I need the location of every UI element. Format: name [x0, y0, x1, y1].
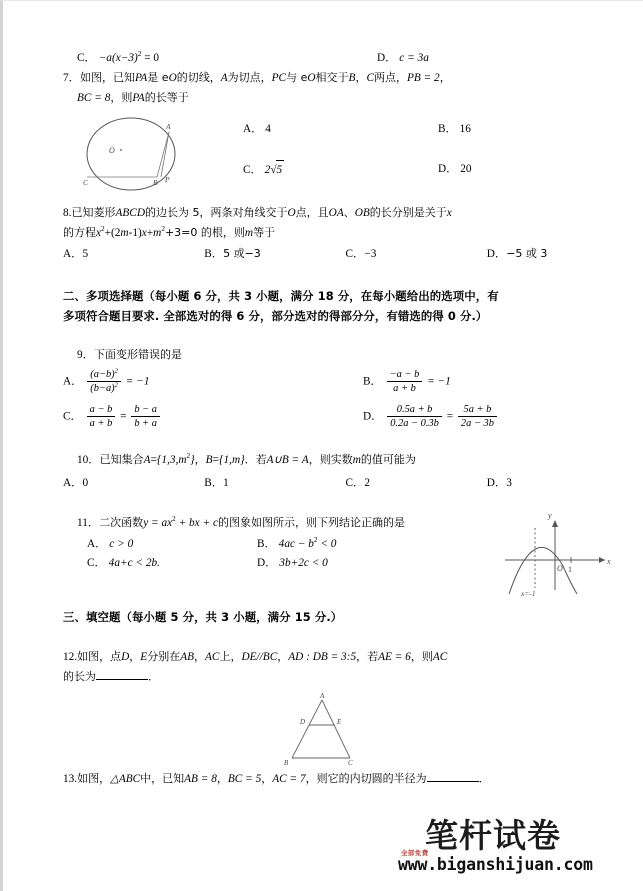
- svg-text:A: A: [166, 121, 171, 131]
- q6-option-c-exponent: 2: [137, 50, 142, 59]
- q12-de-parallel-bc: DE//BC: [241, 650, 278, 663]
- q9-options-row-2: [63, 403, 628, 431]
- q12-text-5: 上，: [219, 649, 242, 663]
- q7-option-a-value: 4: [265, 122, 271, 135]
- q7-stem-line2: [63, 89, 628, 107]
- q10-set-b-close: }: [240, 453, 245, 466]
- svg-text:O: O: [557, 564, 563, 574]
- q8-text-5: 的长分别是关于: [369, 205, 447, 219]
- q13-text-1: 如图，: [77, 772, 111, 786]
- q8-eq-tail: +3=0 的根，则: [164, 225, 245, 239]
- q6-option-c-label: C．: [77, 52, 96, 64]
- q10-option-c-value: 2: [364, 476, 370, 489]
- q13-period: ．: [478, 772, 490, 786]
- q11-option-a-label: A．: [87, 537, 107, 550]
- q9-c-numerator-1: a − b: [87, 403, 116, 418]
- q7-point-c: C: [366, 72, 374, 84]
- watermark-url: www.biganshijuan.com: [398, 854, 593, 874]
- svg-text:P: P: [165, 174, 170, 184]
- q8-option-c-label: C．: [345, 248, 365, 261]
- q7-option-c-coefficient: 2: [264, 163, 271, 176]
- q8-line2-text-1: 的方程: [63, 225, 96, 239]
- q9-b-numerator: −a − b: [387, 368, 423, 383]
- q13-text-4: ，: [261, 772, 273, 786]
- q11-text-1: 二次函数: [99, 516, 144, 530]
- q8-rhombus-abcd: ABCD: [115, 206, 145, 219]
- q9-option-b-fraction: [387, 368, 423, 396]
- section-2-heading-line-2: 多项符合题目要求. 全部选对的得 6 分，部分选对的得部分分，有错选的得 0 分.）: [63, 308, 488, 323]
- q8-text-4: 、: [343, 205, 355, 219]
- q11-option-b-value-post: < 0: [317, 537, 337, 550]
- svg-text:D: D: [300, 718, 306, 727]
- q6-option-d: [377, 49, 627, 65]
- q10-option-a-value: 0: [82, 476, 89, 489]
- q9-stem-text: 下面变形错误的是: [93, 348, 182, 362]
- q11-option-c[interactable]: [87, 554, 257, 573]
- section-2-heading-line-1: 二、多项选择题（每小题 6 分，共 3 小题，满分 18 分，在每小题给出的选项中，有: [63, 288, 499, 303]
- q10-set-a-open: {1,3,: [156, 453, 179, 466]
- q7-figure-and-options: [63, 110, 628, 204]
- q7-bc-value: BC = 8: [77, 92, 111, 105]
- q9-a-denominator: (b−a): [90, 383, 115, 395]
- q12-line2-text: 的长为: [63, 669, 96, 683]
- q10-option-b[interactable]: [204, 473, 345, 494]
- q7-circle-o-2: O: [307, 72, 316, 84]
- q13-text-3: ，: [216, 772, 228, 786]
- q7-text-3: 的切线，: [176, 71, 221, 84]
- q8-text-3: 点，且: [295, 205, 329, 219]
- q10-stem: [63, 451, 628, 469]
- q7-circle-o-1: O: [168, 72, 177, 84]
- q9-option-c-equals: =: [120, 410, 127, 423]
- q7-option-c-radicand: 5: [276, 160, 285, 180]
- q11-option-b-exponent: 2: [313, 535, 318, 544]
- q8-point-o: O: [287, 206, 296, 219]
- q8-eq-m-2: m: [153, 226, 162, 239]
- q7-options-row-1: [243, 120, 628, 139]
- q11-option-a-value: c > 0: [109, 537, 134, 550]
- q8-option-d-label: D．: [486, 248, 507, 261]
- q13-answer-blank[interactable]: [427, 770, 479, 782]
- q8-eq-x-1: x: [96, 226, 102, 239]
- svg-text:x=-1: x=-1: [521, 589, 536, 599]
- q7-option-a[interactable]: [243, 120, 438, 139]
- q12-text-8: ，则: [410, 649, 433, 663]
- q11-text-2: 的图象如图所示，则下列结论正确的是: [217, 516, 405, 530]
- q7-text-9: ，: [439, 71, 451, 84]
- q7-line2-tail: 的长等于: [144, 91, 189, 105]
- section-3-heading: 三、填空题（每小题 5 分，共 3 小题，满分 15 分.）: [63, 610, 343, 625]
- q10-set-a-close: }: [190, 453, 195, 466]
- watermark-free-tag: 全部免费: [401, 849, 429, 857]
- q9-option-b[interactable]: [363, 368, 613, 396]
- q6-option-c-paren: (x−3): [111, 52, 138, 64]
- q6-options-row: [63, 49, 628, 65]
- watermark-brand: 笔杆试卷: [425, 816, 561, 855]
- q7-number: 7．: [63, 72, 80, 84]
- q12-line2-period: ．: [148, 669, 159, 683]
- q7-pb-value: PB = 2: [406, 72, 440, 84]
- q7-option-b-value: 16: [459, 122, 471, 135]
- circle-tangent-figure: [81, 116, 203, 196]
- q7-stem-line1: [63, 69, 628, 87]
- q13-number: 13.: [63, 773, 78, 786]
- q12-stem-line2: [63, 668, 628, 686]
- q8-option-a[interactable]: [63, 244, 204, 265]
- q12-ratio: AD : DB = 3:5: [288, 650, 357, 663]
- triangle-similar-figure: [278, 692, 388, 770]
- q9-option-a[interactable]: [63, 368, 363, 396]
- q8-eq-x-2: x: [141, 226, 147, 239]
- q11-option-a[interactable]: [87, 535, 257, 554]
- q9-option-d-equals: =: [446, 410, 454, 423]
- q7-option-c-label: C．: [243, 163, 262, 176]
- q6-option-d-label: D．: [377, 52, 397, 64]
- q10-number: 10．: [77, 453, 100, 466]
- q9-option-a-rhs: = −1: [125, 375, 150, 388]
- q9-option-c-fraction-left: [87, 403, 116, 431]
- q10-option-d[interactable]: [487, 473, 628, 494]
- q11-block: [63, 511, 628, 599]
- q9-option-d-fraction-left: [387, 403, 442, 431]
- q12-number: 12.: [63, 650, 78, 663]
- q11-option-d[interactable]: [257, 554, 328, 573]
- q13-ac: AC = 7: [272, 773, 306, 786]
- q7-options-row-2: [243, 160, 628, 180]
- q8-text-1: 已知菱形: [71, 205, 116, 219]
- q7-pc: PC: [271, 72, 287, 84]
- q7-option-b[interactable]: [438, 120, 628, 139]
- q9-d-denominator-2: 2a − 3b: [460, 418, 494, 430]
- q12-figure-wrap: [63, 688, 628, 770]
- svg-text:x: x: [607, 557, 611, 567]
- q9-option-c[interactable]: [63, 403, 363, 431]
- q12-text-7: ，若: [356, 649, 379, 663]
- q12-answer-blank[interactable]: [96, 668, 148, 680]
- q9-option-b-rhs: = −1: [427, 375, 451, 388]
- q7-text-2: 是 e: [147, 71, 169, 84]
- q8-stem-line2: [63, 224, 628, 242]
- q10-set-b-name: B: [205, 453, 213, 466]
- q12-stem-line1: [63, 648, 628, 666]
- q6-option-c-tail: = 0: [144, 52, 160, 64]
- q8-ob: OB: [354, 206, 370, 219]
- q10-set-a-name: A: [143, 453, 151, 466]
- q8-option-d[interactable]: [487, 244, 628, 265]
- q8-option-d-value: −5 或 3: [506, 247, 548, 261]
- q12-ac-2: AC: [432, 650, 448, 663]
- q10-text-4: 的值可能为: [360, 452, 416, 466]
- q9-a-denominator-exponent: 2: [114, 381, 118, 389]
- q10-set-b-equals: =: [212, 453, 219, 466]
- q10-option-a[interactable]: [63, 473, 204, 494]
- q7-line2-pa: PA: [132, 92, 145, 105]
- q6-option-c: [63, 49, 377, 65]
- q7-text-8: 两点，: [373, 71, 407, 84]
- q9-option-a-fraction: [87, 368, 121, 396]
- q8-option-b-label: B．: [204, 248, 224, 261]
- q10-option-b-value: 1: [223, 476, 229, 489]
- q10-comma-1: ，: [194, 452, 206, 466]
- q12-text-4: ，: [194, 649, 206, 663]
- q10-option-c-label: C．: [345, 476, 365, 489]
- q12-text-3: 分别在: [147, 649, 181, 663]
- q8-eq-m-1: m: [120, 226, 129, 239]
- q9-stem: [63, 346, 628, 364]
- q8-eq-exponent-1: 2: [101, 225, 105, 234]
- q8-stem-line1: [63, 204, 628, 222]
- q10-set-b-open: {1,: [218, 453, 232, 466]
- q8-option-b-value: 5 或−3: [223, 247, 261, 261]
- q10-text-2: ．若: [244, 452, 267, 466]
- q8-option-b[interactable]: [204, 244, 345, 265]
- q9-c-denominator-1: a + b: [89, 418, 113, 430]
- svg-text:C: C: [348, 759, 353, 768]
- q7-text-7: ，: [355, 71, 367, 84]
- svg-text:B: B: [153, 177, 158, 187]
- svg-text:y: y: [548, 511, 552, 521]
- q8-option-a-label: A．: [63, 248, 83, 261]
- q10-text-3: ，则实数: [308, 452, 353, 466]
- q10-option-b-label: B．: [204, 476, 224, 489]
- q10-option-c[interactable]: [346, 473, 487, 494]
- svg-text:E: E: [337, 718, 342, 727]
- q8-line2-tail: 等于: [253, 225, 276, 239]
- q9-option-d[interactable]: [363, 403, 613, 431]
- q10-option-d-label: D．: [486, 476, 507, 489]
- q7-option-d-value: 20: [460, 162, 472, 175]
- q9-c-numerator-2: b − a: [131, 403, 160, 418]
- q11-option-c-value: 4a+c < 2b.: [108, 556, 160, 569]
- q8-x-var: x: [446, 206, 452, 219]
- svg-text:A: A: [320, 692, 325, 701]
- q8-number: 8.: [63, 206, 72, 219]
- q9-options-row-1: [63, 368, 628, 396]
- q8-option-c[interactable]: [346, 244, 487, 265]
- q10-m-var: m: [352, 453, 361, 466]
- q11-option-b-label: B．: [257, 537, 276, 550]
- q8-text-2: 的边长为 5，两条对角线交于: [144, 205, 288, 219]
- q7-option-d[interactable]: [438, 160, 628, 180]
- q7-point-b: B: [348, 72, 356, 84]
- q9-option-d-fraction-right: [458, 403, 497, 431]
- q11-number: 11．: [77, 517, 100, 530]
- q7-line2-text: ，则: [110, 91, 133, 105]
- svg-text:C: C: [83, 177, 89, 187]
- q10-option-d-value: 3: [506, 476, 512, 489]
- q12-point-d: D: [121, 650, 130, 663]
- q7-option-b-label: B．: [437, 122, 457, 135]
- q8-eq-mid-1: +(2: [104, 226, 121, 239]
- page-content: [63, 49, 628, 791]
- q9-d-numerator-1: 0.5a + b: [387, 403, 442, 418]
- q13-text-2: 中，已知: [140, 772, 185, 786]
- q12-text-1: 如图，点: [77, 649, 122, 663]
- q9-c-denominator-2: b + a: [134, 418, 157, 430]
- q10-set-a-exponent: 2: [186, 451, 191, 460]
- parabola-figure: [495, 510, 630, 598]
- q9-a-numerator: (a−b): [90, 368, 115, 380]
- q7-option-a-label: A．: [243, 122, 263, 135]
- q7-pa: PA: [134, 72, 148, 84]
- q11-option-b[interactable]: [257, 535, 336, 554]
- q13-stem: [63, 770, 628, 788]
- q6-option-d-expr: c = 3a: [399, 52, 429, 64]
- q9-a-numerator-exponent: 2: [114, 367, 118, 375]
- svg-text:1: 1: [568, 565, 572, 575]
- q9-option-c-label: C．: [63, 410, 82, 423]
- q8-option-a-value: 5: [82, 248, 89, 261]
- q13-bc: BC = 5: [227, 773, 262, 786]
- q10-set-a-equals: =: [150, 453, 157, 466]
- q11-option-d-value: 3b+2c < 0: [279, 556, 328, 569]
- q11-option-d-label: D．: [257, 556, 277, 569]
- q8-oa: OA: [328, 206, 344, 219]
- q12-text-6: ，: [277, 649, 289, 663]
- q12-ab: AB: [180, 650, 195, 663]
- q12-point-e: E: [140, 650, 148, 663]
- q9-option-b-label: B．: [363, 375, 382, 388]
- svg-text:B: B: [284, 759, 289, 768]
- q12-ac: AC: [205, 650, 220, 663]
- q10-options: [63, 473, 628, 494]
- q7-text-6: 相交于: [315, 71, 349, 84]
- q10-union-expression: A∪B = A: [266, 453, 309, 466]
- q12-text-2: ，: [129, 649, 141, 663]
- q13-ab: AB = 8: [184, 773, 217, 786]
- q10-set-a-m: m: [178, 453, 187, 466]
- q13-text-5: ，则它的内切圆的半径为: [305, 772, 427, 786]
- svg-text:O: O: [109, 145, 115, 155]
- q10-option-a-label: A．: [63, 476, 83, 489]
- q11-option-b-value-pre: 4ac − b: [278, 537, 314, 550]
- q9-d-denominator-1: 0.2a − 0.3b: [390, 418, 439, 430]
- q11-function: y = ax: [143, 517, 173, 530]
- q8-eq-plus: +: [146, 226, 154, 239]
- q8-m-var: m: [244, 226, 254, 239]
- watermark: [398, 816, 633, 874]
- q10-set-b-m: m: [231, 453, 241, 466]
- q8-options: [63, 244, 628, 265]
- q9-b-denominator: a + b: [393, 383, 416, 395]
- q8-option-c-value: −3: [364, 248, 377, 261]
- q6-option-c-lead: −a: [98, 52, 112, 64]
- q7-text-5: 与 e: [286, 71, 308, 84]
- q8-eq-exponent-2: 2: [161, 225, 165, 234]
- q13-triangle-abc: △ABC: [110, 773, 141, 786]
- q7-option-c[interactable]: C． 2√5: [243, 160, 438, 180]
- q9-d-numerator-2: 5a + b: [458, 403, 497, 418]
- q7-point-a: A: [220, 72, 228, 84]
- q11-option-c-label: C．: [87, 556, 106, 569]
- q11-function-tail: + bx + c: [175, 517, 218, 530]
- q9-option-c-fraction-right: [131, 403, 160, 431]
- q12-ae: AE = 6: [378, 650, 411, 663]
- q9-number: 9．: [77, 349, 94, 362]
- q7-text-1: 如图，已知: [79, 71, 135, 84]
- q7-text-4: 为切点，: [227, 71, 272, 84]
- q9-option-d-label: D．: [363, 410, 383, 423]
- q9-option-a-label: A．: [63, 375, 83, 388]
- q7-option-d-label: D．: [437, 162, 458, 175]
- q11-function-exponent: 2: [172, 515, 176, 524]
- q10-text-1: 已知集合: [99, 452, 144, 466]
- q8-eq-mid-2: -1): [128, 226, 142, 239]
